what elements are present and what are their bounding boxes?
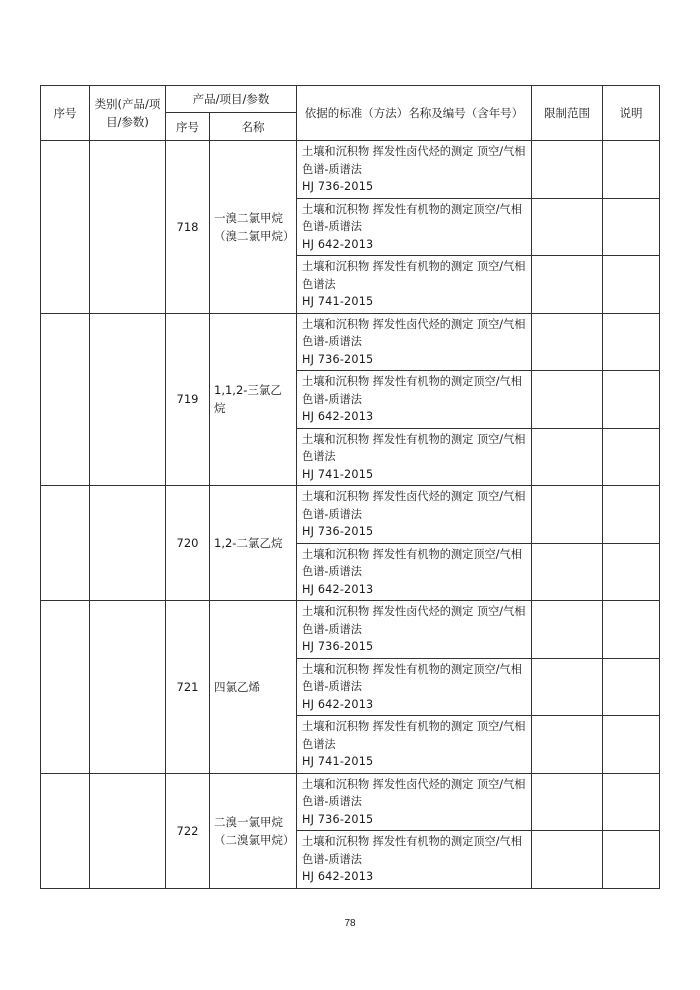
standard-title: 土壤和沉积物 挥发性卤代烃的测定 顶空/气相色谱-质谱法: [302, 317, 526, 348]
table-header: [41, 86, 660, 141]
header-standard: 依据的标准（方法）名称及编号（含年号）: [297, 86, 532, 141]
standard-cell: [297, 543, 532, 601]
page-number: 78: [344, 918, 356, 929]
note-cell: [603, 371, 660, 429]
standard-code: HJ 736-2015: [302, 640, 374, 653]
standard-code: HJ 736-2015: [302, 525, 374, 538]
category-cell: [90, 486, 166, 601]
note-cell: [603, 658, 660, 716]
note-cell: [603, 198, 660, 256]
standard-title: 土壤和沉积物 挥发性卤代烃的测定 顶空/气相色谱-质谱法: [302, 490, 526, 521]
category-cell: [90, 773, 166, 888]
table-body: [41, 141, 660, 889]
item-number: 721: [166, 601, 210, 774]
category-cell: [90, 141, 166, 314]
header-seq: 序号: [41, 86, 90, 141]
standard-code: HJ 642-2013: [302, 582, 374, 596]
table-row: [41, 313, 660, 371]
standard-title: 土壤和沉积物 挥发性有机物的测定 顶空/气相色谱法: [302, 432, 526, 463]
limit-cell: [532, 716, 603, 774]
item-number: 722: [166, 773, 210, 888]
seq-cell: [41, 313, 90, 486]
seq-cell: [41, 601, 90, 774]
standard-code: HJ 642-2013: [302, 237, 374, 251]
standard-title: 土壤和沉积物 挥发性有机物的测定 顶空/气相色谱法: [302, 720, 526, 751]
limit-cell: [532, 601, 603, 659]
item-name: 1,1,2-三氯乙烷: [210, 313, 297, 486]
seq-cell: [41, 486, 90, 601]
standard-code: HJ 736-2015: [302, 180, 374, 193]
limit-cell: [532, 428, 603, 486]
header-note: 说明: [603, 86, 660, 141]
item-number: 719: [166, 313, 210, 486]
standard-title: 土壤和沉积物 挥发性有机物的测定顶空/气相色谱-质谱法: [302, 547, 522, 578]
standard-cell: [297, 198, 532, 256]
standard-code: HJ 642-2013: [302, 697, 374, 711]
table-row: [41, 773, 660, 831]
limit-cell: [532, 831, 603, 889]
standard-cell: [297, 141, 532, 199]
note-cell: [603, 428, 660, 486]
header-limit: 限制范围: [532, 86, 603, 141]
category-cell: [90, 313, 166, 486]
limit-cell: [532, 256, 603, 314]
standard-cell: [297, 773, 532, 831]
note-cell: [603, 773, 660, 831]
standard-cell: [297, 716, 532, 774]
standard-code: HJ 741-2015: [302, 467, 374, 481]
table-row: [41, 601, 660, 659]
standards-table: [40, 85, 660, 889]
header-group: 产品/项目/参数: [166, 86, 297, 113]
standard-title: 土壤和沉积物 挥发性卤代烃的测定 顶空/气相色谱-质谱法: [302, 605, 526, 636]
header-sub-name: 名称: [210, 113, 297, 141]
standard-title: 土壤和沉积物 挥发性有机物的测定顶空/气相色谱-质谱法: [302, 202, 522, 233]
header-category: 类别(产品/项目/参数): [90, 86, 166, 141]
standard-code: HJ 736-2015: [302, 352, 374, 366]
item-name: 四氯乙烯: [210, 601, 297, 774]
limit-cell: [532, 543, 603, 601]
item-name: 二溴一氯甲烷（二溴氯甲烷）: [210, 773, 297, 888]
standard-code: HJ 736-2015: [302, 812, 374, 826]
standard-title: 土壤和沉积物 挥发性有机物的测定顶空/气相色谱-质谱法: [302, 375, 522, 406]
table-row: [41, 486, 660, 544]
limit-cell: [532, 198, 603, 256]
standard-cell: [297, 601, 532, 659]
item-name: 一溴二氯甲烷（溴二氯甲烷）: [210, 141, 297, 314]
category-cell: [90, 601, 166, 774]
standard-cell: [297, 256, 532, 314]
standard-code: HJ 741-2015: [302, 295, 374, 308]
standard-title: 土壤和沉积物 挥发性有机物的测定顶空/气相色谱-质谱法: [302, 662, 522, 693]
standard-title: 土壤和沉积物 挥发性有机物的测定 顶空/气相色谱法: [302, 260, 526, 291]
standard-title: 土壤和沉积物 挥发性卤代烃的测定 顶空/气相色谱-质谱法: [302, 777, 526, 808]
standard-cell: [297, 831, 532, 889]
standard-cell: [297, 428, 532, 486]
note-cell: [603, 141, 660, 199]
seq-cell: [41, 141, 90, 314]
limit-cell: [532, 773, 603, 831]
note-cell: [603, 831, 660, 889]
standard-code: HJ 741-2015: [302, 755, 374, 768]
note-cell: [603, 486, 660, 544]
note-cell: [603, 716, 660, 774]
item-name: 1,2-二氯乙烷: [210, 486, 297, 601]
limit-cell: [532, 371, 603, 429]
standard-code: HJ 642-2013: [302, 410, 374, 423]
standard-cell: [297, 371, 532, 429]
standard-cell: [297, 658, 532, 716]
item-number: 720: [166, 486, 210, 601]
item-number: 718: [166, 141, 210, 314]
limit-cell: [532, 486, 603, 544]
standard-code: HJ 642-2013: [302, 870, 374, 883]
note-cell: [603, 543, 660, 601]
note-cell: [603, 256, 660, 314]
seq-cell: [41, 773, 90, 888]
standard-cell: [297, 313, 532, 371]
limit-cell: [532, 313, 603, 371]
note-cell: [603, 313, 660, 371]
table-row: [41, 141, 660, 199]
standard-cell: [297, 486, 532, 544]
standard-title: 土壤和沉积物 挥发性卤代烃的测定 顶空/气相色谱-质谱法: [302, 145, 526, 176]
standard-title: 土壤和沉积物 挥发性有机物的测定顶空/气相色谱-质谱法: [302, 835, 522, 866]
note-cell: [603, 601, 660, 659]
limit-cell: [532, 141, 603, 199]
header-sub-seq: 序号: [166, 113, 210, 141]
limit-cell: [532, 658, 603, 716]
